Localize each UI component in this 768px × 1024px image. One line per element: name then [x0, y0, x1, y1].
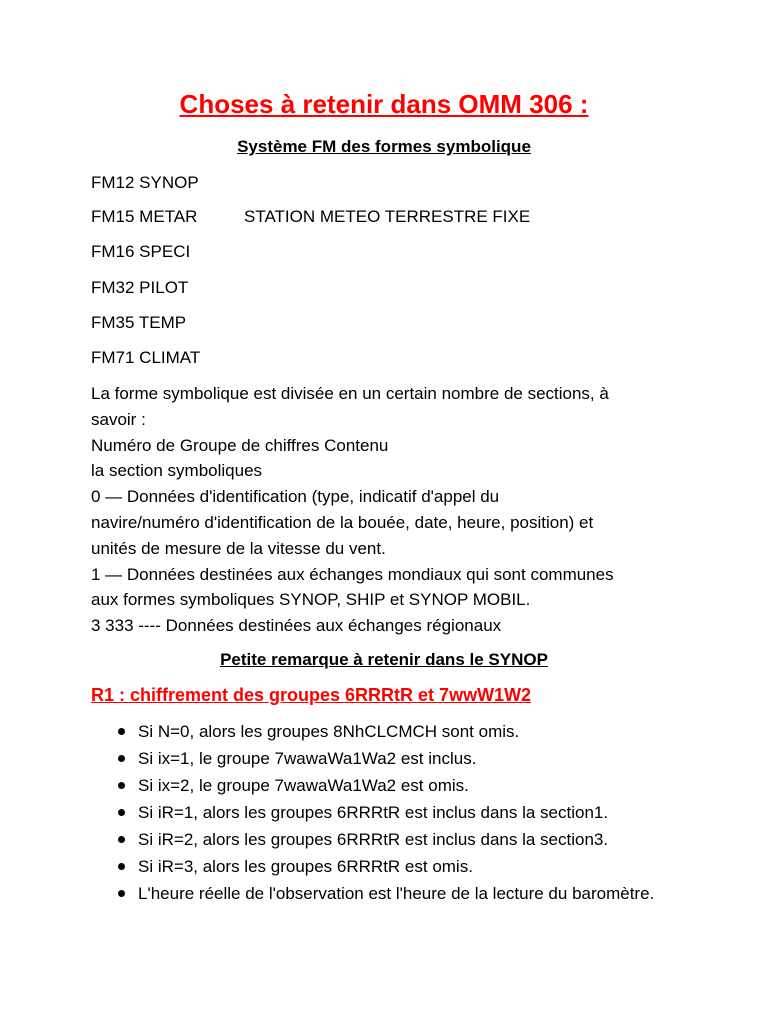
r1-heading: R1 : chiffrement des groupes 6RRRtR et 7wwW1W2 — [91, 685, 532, 705]
bullet-icon — [118, 782, 125, 789]
bullet-icon — [118, 809, 125, 816]
list-item-text: Si ix=1, le groupe 7wawaWa1Wa2 est inclus. — [138, 749, 477, 768]
paragraph-line: la section symboliques — [91, 461, 263, 481]
fm-code-climat: FM71 CLIMAT — [91, 348, 201, 367]
paragraph-line: 1 — Données destinées aux échanges mondiaux qui sont communes — [91, 564, 614, 584]
fm-code-synop: FM12 SYNOP — [91, 173, 199, 192]
bullet-icon — [118, 728, 125, 735]
paragraph-line: navire/numéro d'identification de la bouée, date, heure, position) et — [91, 512, 594, 532]
bullet-icon — [118, 890, 125, 897]
fm-code-speci: FM16 SPECI — [91, 242, 191, 261]
paragraph-line: 3 333 ---- Données destinées aux échanges régionaux — [91, 616, 502, 636]
list-item-text: Si ix=2, le groupe 7wawaWa1Wa2 est omis. — [138, 776, 469, 795]
paragraph-line: unités de mesure de la vitesse du vent. — [91, 538, 386, 558]
rules-list — [118, 718, 678, 907]
list-item-text: Si iR=2, alors les groupes 6RRRtR est inclus dans la section3. — [138, 830, 609, 849]
list-item-text: L'heure réelle de l'observation est l'heure de la lecture du baromètre. — [138, 884, 655, 903]
fm-code-pilot: FM32 PILOT — [91, 278, 189, 297]
list-item — [118, 718, 678, 745]
bullet-icon — [118, 863, 125, 870]
section-subtitle: Système FM des formes symbolique — [237, 137, 531, 156]
sections-paragraph — [91, 381, 681, 639]
fm-code-temp: FM35 TEMP — [91, 313, 187, 332]
list-item — [118, 826, 678, 853]
bullet-icon — [118, 755, 125, 762]
list-item — [118, 772, 678, 799]
synop-remark-heading: Petite remarque à retenir dans le SYNOP — [220, 650, 548, 669]
paragraph-line: La forme symbolique est divisée en un certain nombre de sections, à — [91, 384, 609, 403]
list-item — [118, 880, 678, 907]
paragraph-line: savoir : — [91, 409, 146, 429]
list-item — [118, 853, 678, 880]
list-item-text: Si iR=3, alors les groupes 6RRRtR est omis. — [138, 857, 473, 876]
page-title: Choses à retenir dans OMM 306 : — [179, 89, 589, 119]
list-item-text: Si N=0, alors les groupes 8NhCLCMCH sont omis. — [138, 722, 520, 741]
list-item-text: Si iR=1, alors les groupes 6RRRtR est inclus dans la section1. — [138, 803, 609, 822]
bullet-icon — [118, 836, 125, 843]
list-item — [118, 745, 678, 772]
paragraph-line: 0 — Données d'identification (type, indicatif d'appel du — [91, 487, 500, 507]
fm-code-metar: FM15 METAR — [91, 207, 198, 226]
paragraph-line: Numéro de Groupe de chiffres Contenu — [91, 435, 389, 455]
fm-desc-metar: STATION METEO TERRESTRE FIXE — [244, 207, 531, 226]
paragraph-line: aux formes symboliques SYNOP, SHIP et SYNOP MOBIL. — [91, 590, 531, 610]
list-item — [118, 799, 678, 826]
